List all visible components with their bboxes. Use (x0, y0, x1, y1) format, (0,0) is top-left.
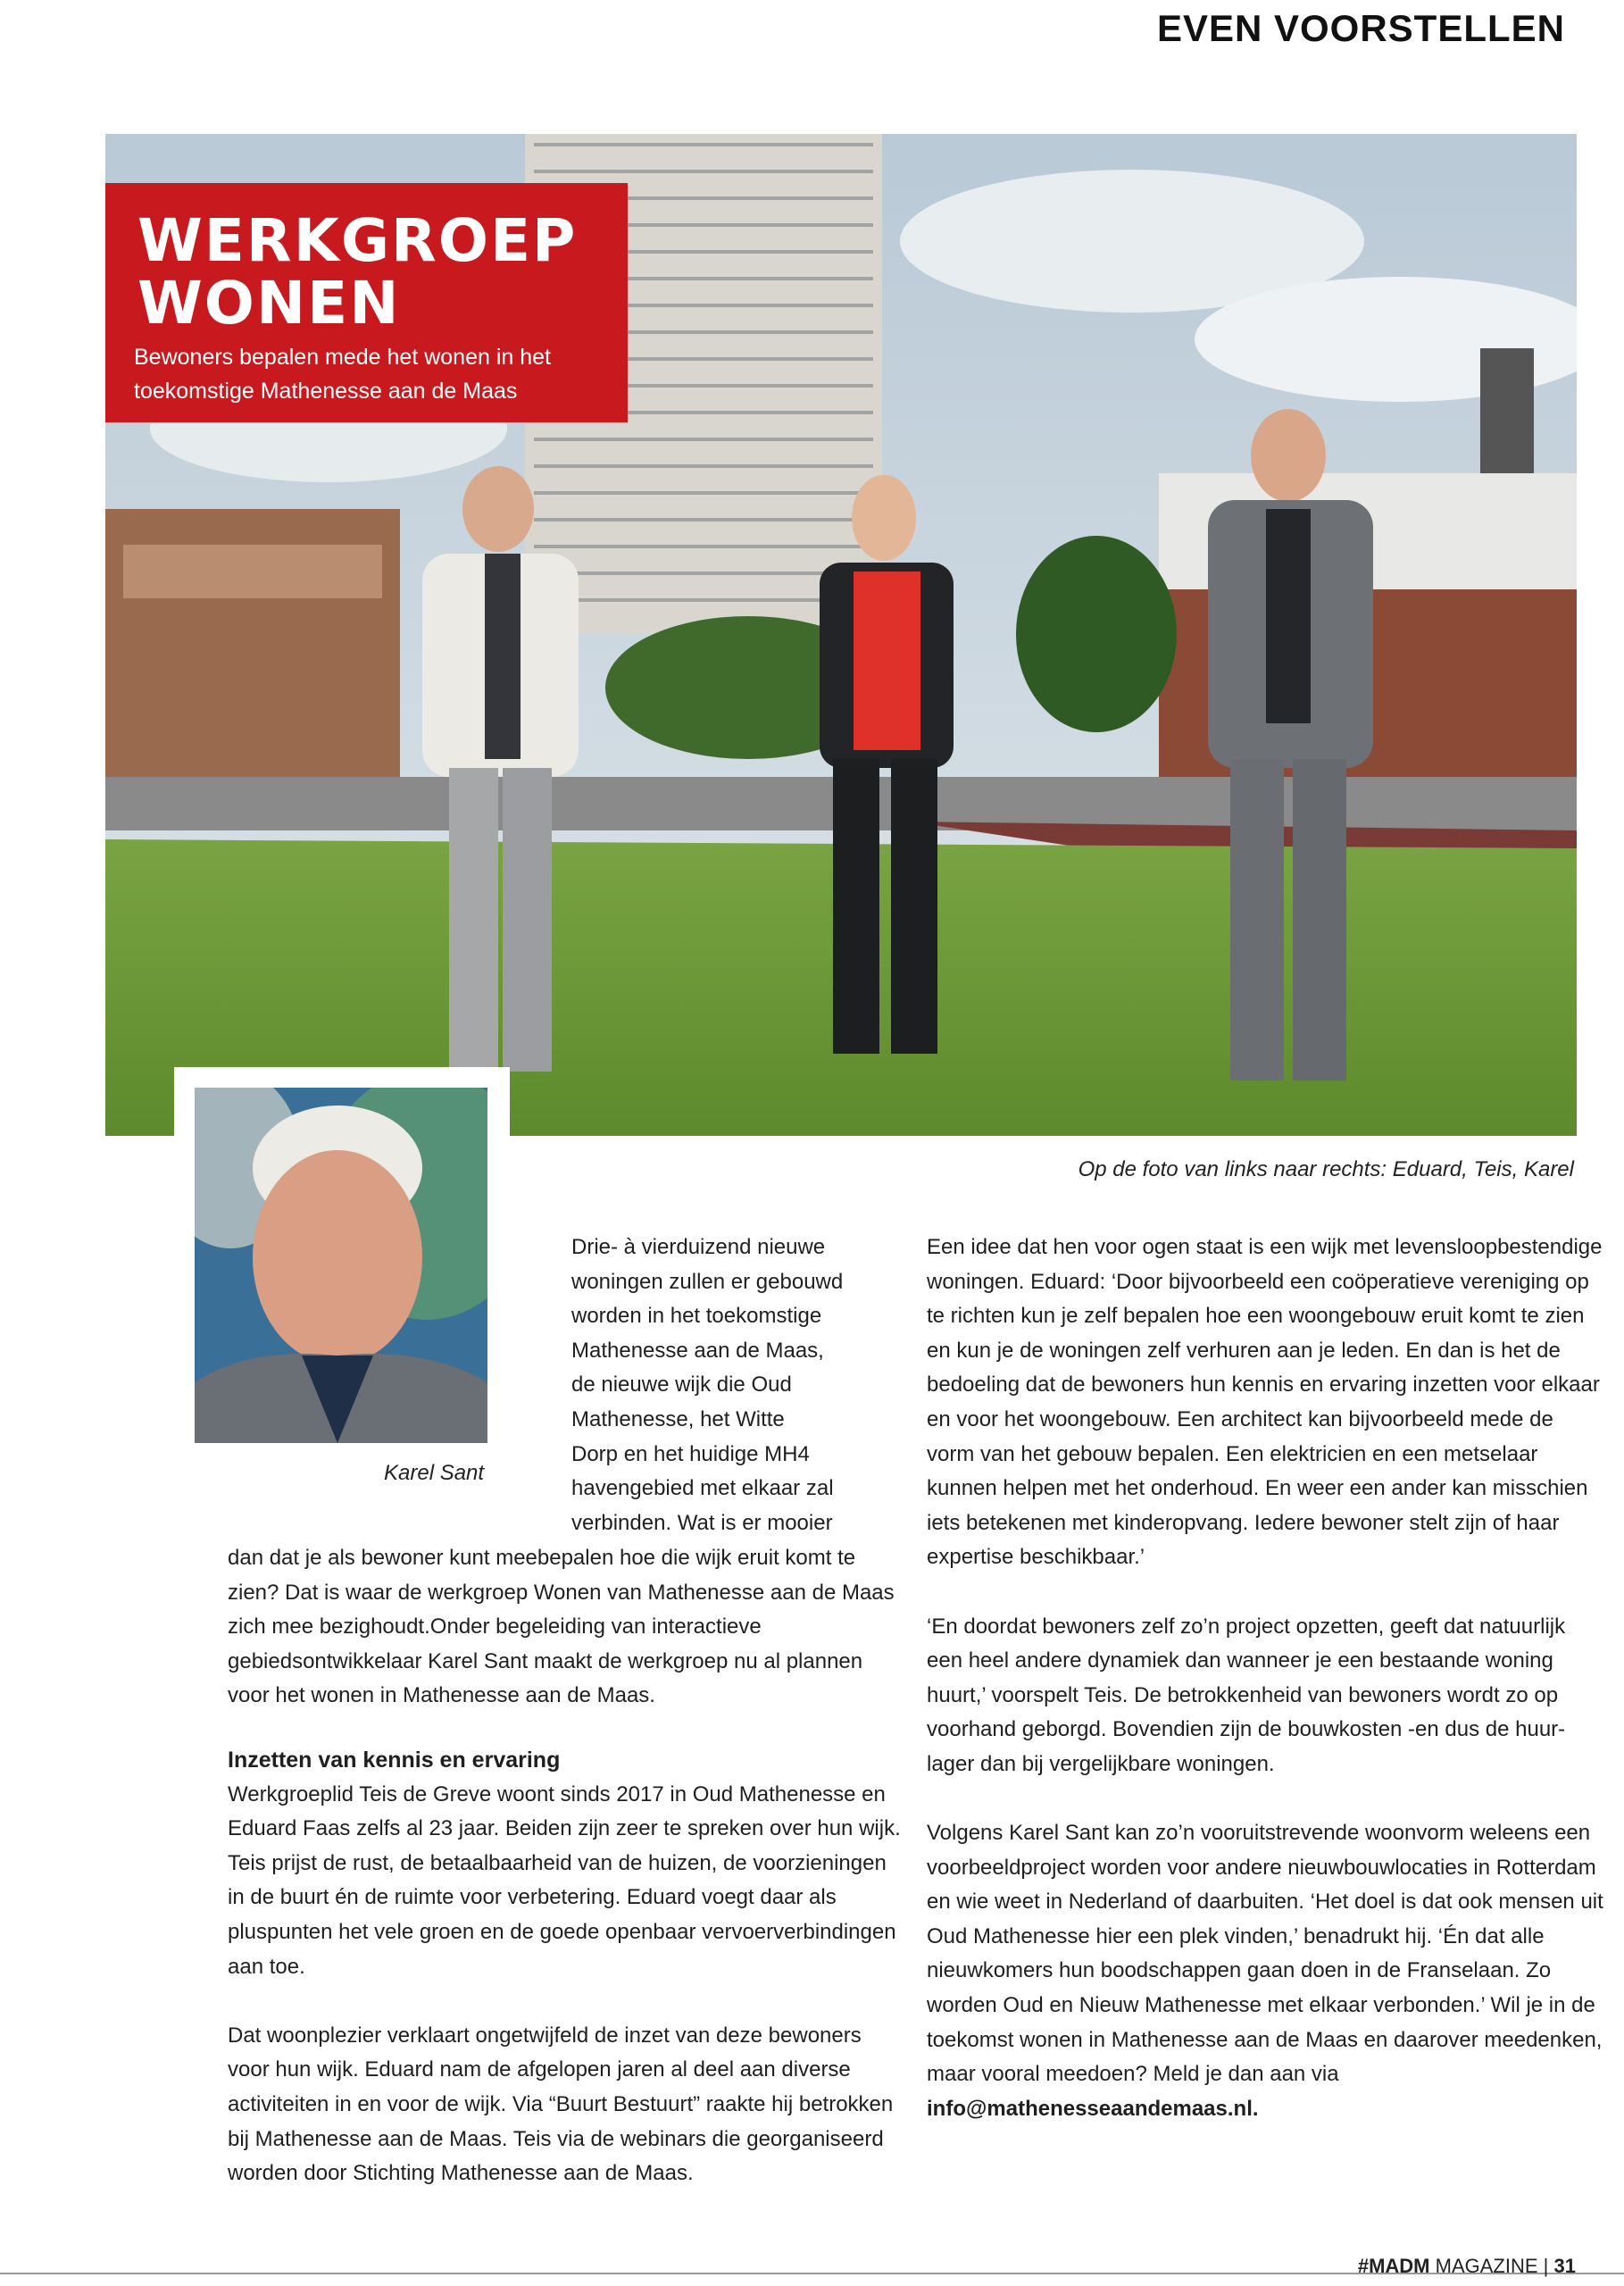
paragraph-3: Dat woonplezier verklaart ongetwijfeld de inzet van deze bewoners voor hun wijk. Eduard nam de afgelopen jaren al deel aan diverse activiteiten in en voor de wijk. Via “Buurt Bestuurt” raakte hij betrokken bij Mathenesse aan de Maas. Teis via de webinars die georganiseerd worden door Stichting Mathenesse aan de Maas. (228, 2023, 894, 2186)
subheading: Inzetten van kennis en ervaring (228, 1748, 561, 1773)
title-line-2: WONEN (137, 269, 401, 338)
intro-line: verbinden. Wat is er mooier (571, 1510, 833, 1535)
page-number: 31 (1553, 2255, 1576, 2277)
photo-caption: Op de foto van links naar rechts: Eduard, Teis, Karel (1078, 1157, 1574, 1181)
intro-rest: dan dat je als bewoner kunt meebepalen hoe die wijk eruit komt te zien? Dat is waar de werkgroep Wonen van Mathenesse aan de Maas zich mee bezighoudt.Onder begeleiding van interactieve gebiedsontwikkelaar Karel Sant maakt de werkgroep nu al plannen voor het wonen in Mathenesse aan de Maas. (228, 1546, 895, 1708)
intro-line: Mathenesse, het Witte (571, 1406, 785, 1431)
paragraph-6 (927, 1816, 1605, 2126)
intro-line: worden in het toekomstige (571, 1304, 822, 1329)
section-label: EVEN VOORSTELLEN (1156, 7, 1565, 49)
intro-line: de nieuwe wijk die Oud (571, 1372, 792, 1397)
paragraph-4: Een idee dat hen voor ogen staat is een wijk met levensloopbestendige woningen. Eduard: ‘Door bijvoorbeeld een coöperatieve vereniging op te richten kun je zelf bepalen hoe een woongebouw eruit komt te zien en kun je de woningen zelf verhuren aan je leden. En dan is het de bedoeling dat de bewoners hun kennis en ervaring inzetten voor elkaar en voor het woongebouw. Een architect kan bijvoorbeeld mede de vorm van het gebouw bepalen. Een elektricien en een metselaar kunnen helpen met het onderhoud. En weer een ander kan misschien iets betekenen met kinderopvang. Iedere bewoner stelt zijn of haar expertise beschikbaar.’ (927, 1235, 1603, 1570)
intro-wrapped (571, 1231, 911, 1540)
intro-line: Mathenesse aan de Maas, (571, 1338, 824, 1363)
intro-line: woningen zullen er gebouwd (571, 1269, 844, 1294)
intro-line: havengebied met elkaar zal (571, 1476, 834, 1501)
title-line-1: WERKGROEP (137, 206, 578, 275)
intro-line: Drie- à vierduizend nieuwe (571, 1235, 826, 1259)
footer (1358, 2255, 1576, 2278)
right-column (927, 1231, 1605, 2161)
article-subtitle: Bewoners bepalen mede het wonen in het toekomstige Mathenesse aan de Maas (134, 345, 551, 404)
paragraph-5: ‘En doordat bewoners zelf zo’n project opzetten, geeft dat natuurlijk een heel andere dynamiek dan wanneer je een bestaande woning huurt,’ voorspelt Teis. De betrokkenheid van bewoners wordt zo op voorhand geborgd. Bovendien zijn de bouwkosten -en dus de huur- lager dan bij vergelijkbare woningen. (927, 1614, 1566, 1776)
intro-line: Dorp en het huidige MH4 (571, 1441, 810, 1466)
email-link[interactable]: info@mathenesseaandemaas.nl. (927, 2096, 1259, 2121)
footer-magazine: MAGAZINE (1435, 2255, 1538, 2277)
footer-separator: | (1543, 2255, 1549, 2277)
paragraph-6-text: Volgens Karel Sant kan zo’n vooruitstrevende woonvorm weleens een voorbeeldproject worden voor andere nieuwbouwlocaties in Rotterdam en wie weet in Nederland of daarbuiten. ‘Het doel is dat ook mensen uit Oud Mathenesse hier een plek vinden,’ benadrukt hij. ‘Én dat alle nieuwkomers hun boodschappen gaan doen in de Franselaan. Zo worden Oud en Nieuw Mathenesse met elkaar verbonden.’ Wil je in de toekomst wonen in Mathenesse aan de Maas en daarover meedenken, maar vooral meedoen? Meld je dan aan via (927, 1821, 1603, 2087)
paragraph-2: Werkgroeplid Teis de Greve woont sinds 2017 in Oud Mathenesse en Eduard Faas zelfs al 23 jaar. Beiden zijn zeer te spreken over hun wijk. Teis prijst de rust, de betaalbaarheid van de huizen, de voorzieningen in de buurt én de ruimte voor verbetering. Eduard voegt daar als pluspunten het vele groen en de goede openbaar vervoerverbindingen aan toe. (228, 1781, 901, 1979)
portrait-photo (195, 1088, 487, 1443)
portrait-caption: Karel Sant (384, 1461, 485, 1485)
title-box (105, 183, 628, 422)
footer-brand: #MADM (1357, 2255, 1430, 2277)
left-column-continued (228, 1743, 906, 2225)
article-title (137, 206, 578, 338)
